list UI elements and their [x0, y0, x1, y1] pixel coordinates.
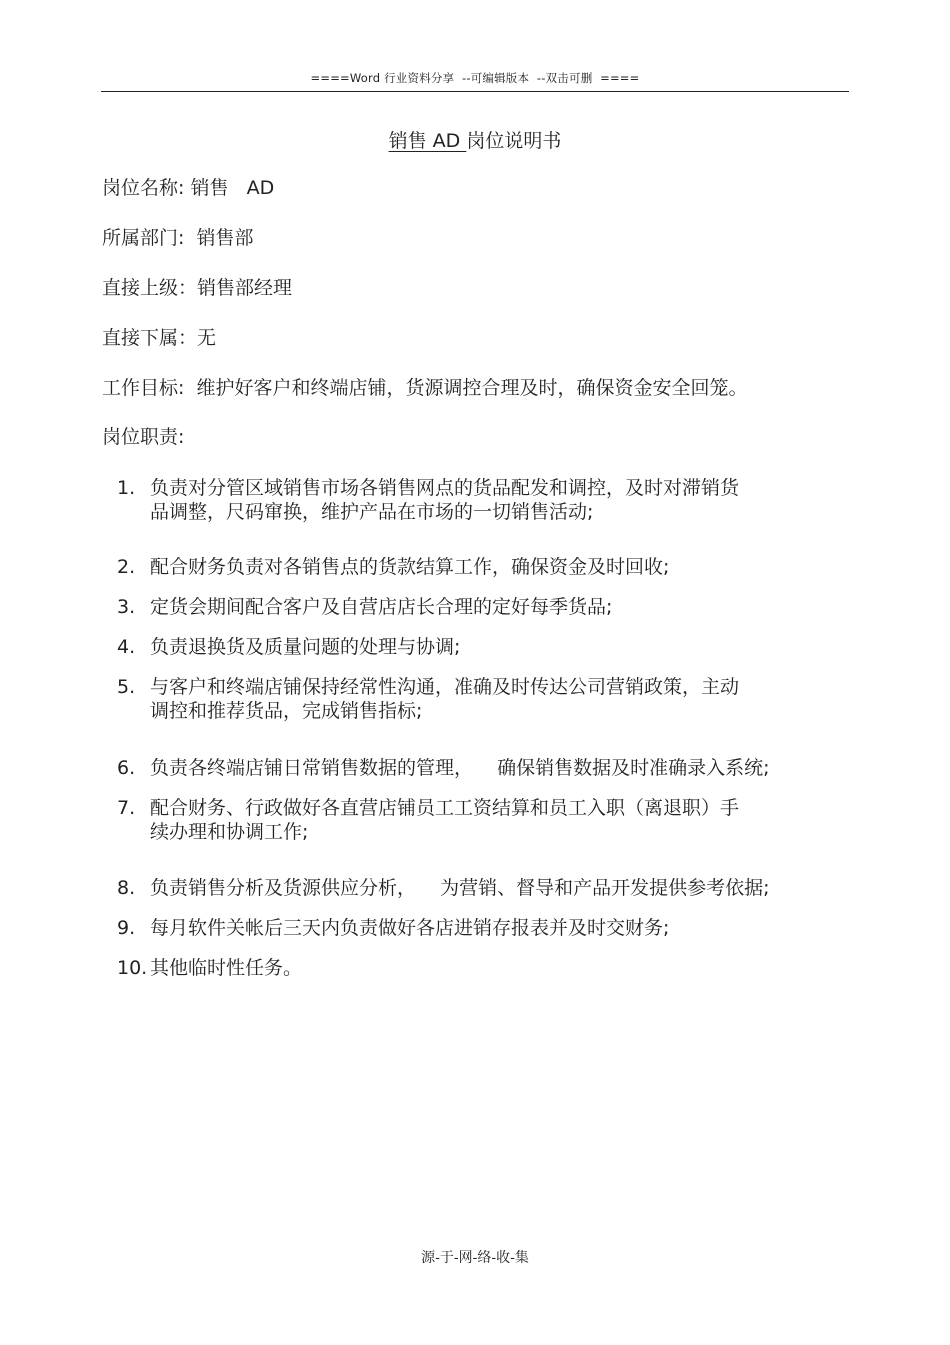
duty-item	[117, 555, 837, 579]
duty-text-line1: 负责退换货及质量问题的处理与协调;	[150, 636, 461, 658]
duty-text-line1: 其他临时性任务。	[150, 957, 303, 979]
field-label: 直接下属：	[102, 327, 198, 349]
field-label: 直接上级：	[102, 277, 198, 299]
duty-text-line2: 续办理和协调工作;	[150, 821, 309, 843]
duty-number: 8.	[117, 877, 136, 899]
field-value: 无	[197, 327, 217, 349]
field-value: 销售 AD	[190, 177, 275, 199]
duty-text-line2: 调控和推荐货品，完成销售指标;	[150, 700, 423, 722]
page-header-text: ====Word 行业资料分享 --可编辑版本 --双击可删 ====	[310, 71, 640, 85]
duty-item	[117, 956, 837, 980]
duty-text-line1: 每月软件关帐后三天内负责做好各店进销存报表并及时交财务;	[150, 917, 670, 939]
duty-number: 3.	[117, 596, 136, 618]
field-department	[102, 226, 254, 250]
duty-number: 10.	[117, 957, 148, 979]
field-position-name	[102, 176, 274, 200]
duty-text-line1: 配合财务负责对各销售点的货款结算工作，确保资金及时回收;	[150, 556, 670, 578]
duty-text-line1: 负责对分管区域销售市场各销售网点的货品配发和调控，及时对滞销货	[150, 477, 740, 499]
field-value: 维护好客户和终端店铺，货源调控合理及时，确保资金安全回笼。	[196, 377, 748, 399]
duty-item	[117, 675, 837, 739]
duty-item	[117, 796, 837, 860]
duty-number: 2.	[117, 556, 136, 578]
duty-item	[117, 916, 837, 940]
duty-item	[117, 476, 837, 540]
duty-number: 4.	[117, 636, 136, 658]
duty-number: 7.	[117, 797, 136, 819]
field-value: 销售部经理	[197, 277, 293, 299]
document-title-underlined: 销售 AD	[388, 130, 467, 152]
field-direct-superior	[102, 276, 292, 300]
field-duties-heading	[102, 425, 184, 449]
duty-number: 1.	[117, 477, 136, 499]
duty-item	[117, 635, 837, 659]
duty-text-line2: 品调整，尺码窜换，维护产品在市场的一切销售活动;	[150, 501, 594, 523]
field-label: 岗位名称:	[102, 177, 185, 199]
document-title-rest: 岗位说明书	[466, 130, 562, 152]
field-work-goal	[102, 376, 748, 400]
duty-item	[117, 756, 837, 780]
header-divider	[101, 91, 849, 92]
field-label: 岗位职责:	[102, 426, 185, 448]
duty-number: 9.	[117, 917, 136, 939]
duty-text-line1: 负责各终端店铺日常销售数据的管理， 确保销售数据及时准确录入系统;	[150, 757, 770, 779]
document-title	[0, 126, 950, 153]
duty-text-line1: 负责销售分析及货源供应分析， 为营销、督导和产品开发提供参考依据;	[150, 877, 770, 899]
field-direct-subordinate	[102, 326, 216, 350]
field-label: 工作目标:	[102, 377, 185, 399]
duty-number: 6.	[117, 757, 136, 779]
duty-number: 5.	[117, 676, 136, 698]
duty-text-line1: 与客户和终端店铺保持经常性沟通，准确及时传达公司营销政策，主动	[150, 676, 740, 698]
duty-item	[117, 876, 837, 900]
duty-text-line1: 配合财务、行政做好各直营店铺员工工资结算和员工入职（离退职）手	[150, 797, 740, 819]
page-footer-text: 源-于-网-络-收-集	[421, 1250, 529, 1266]
field-value: 销售部	[196, 227, 254, 249]
field-label: 所属部门:	[102, 227, 185, 249]
duty-text-line1: 定货会期间配合客户及自营店店长合理的定好每季货品;	[150, 596, 613, 618]
duty-item	[117, 595, 837, 619]
